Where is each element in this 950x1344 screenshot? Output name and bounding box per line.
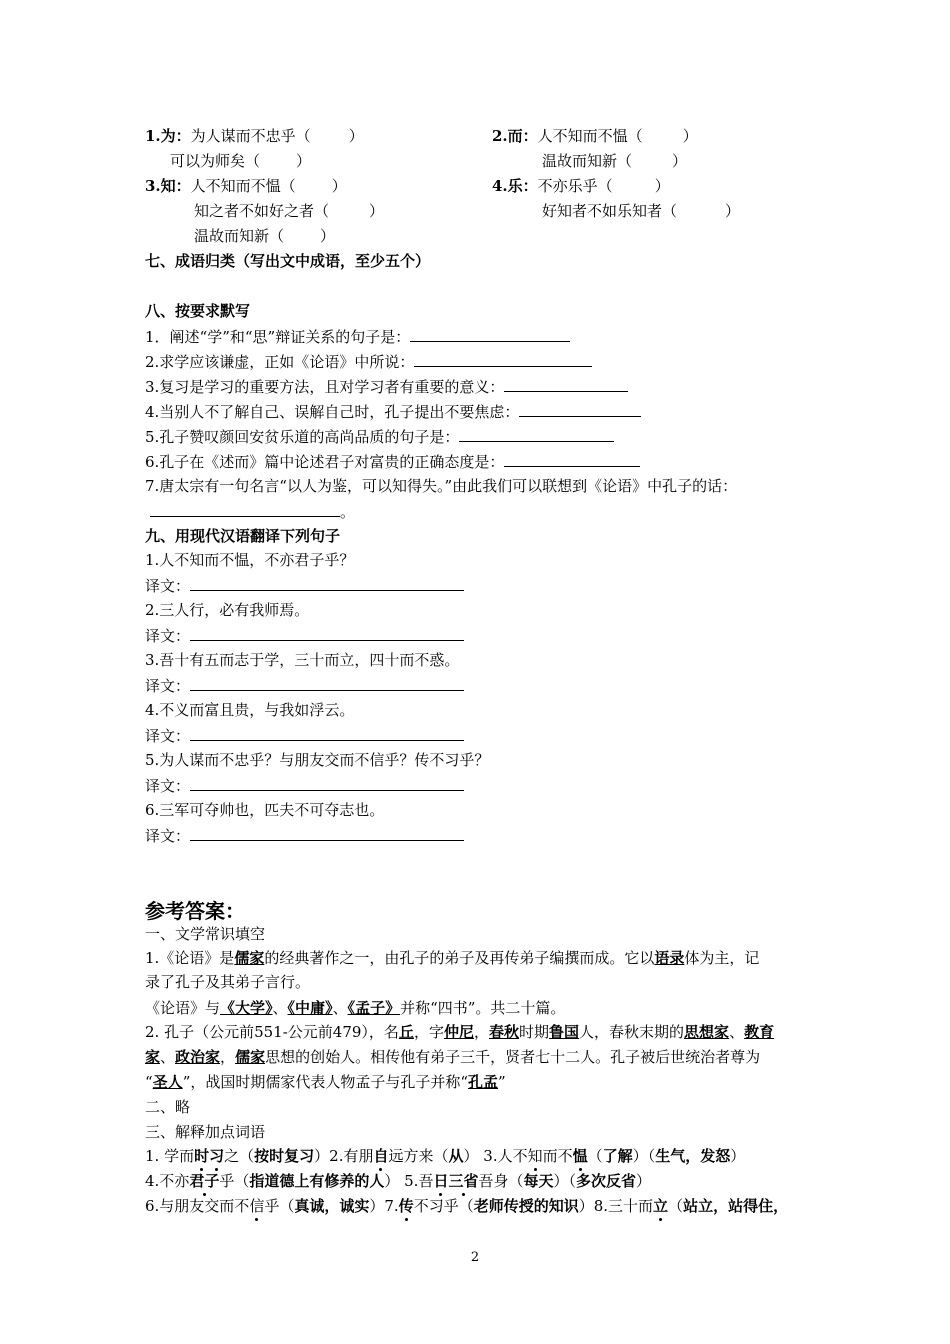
dictation-blank-1[interactable] [410, 326, 570, 342]
q3-text-c: 温故而知新（ [194, 227, 285, 245]
translate-label-5: 译文： [145, 777, 191, 795]
r3-t6: 不习乎（ [413, 1197, 474, 1215]
q2-close-b: ） [672, 152, 688, 170]
r1-t17: ） [730, 1147, 746, 1165]
q3-line-c [194, 226, 335, 246]
dictation-item-2 [145, 351, 592, 372]
answer-p2 [145, 998, 565, 1018]
a-p1-text-e: 体为主，记 [684, 949, 760, 967]
r2-ans-2: 每天 [523, 1172, 554, 1190]
r3-dot-li: 立 [653, 1197, 669, 1215]
dictation-item-7 [145, 476, 737, 496]
q1-close-b: ） [296, 152, 312, 170]
a-p3-sep-2: 、 [729, 1023, 745, 1041]
q3-line-a [145, 176, 347, 196]
a-p3-sep: ， [473, 1023, 489, 1041]
translate-blank-1[interactable] [190, 575, 464, 591]
answer-p5 [145, 1072, 506, 1092]
translate-answer-3 [145, 675, 464, 696]
q1-text-a: 为人谋而不忠乎（ [190, 127, 311, 145]
a-p5-quote-close: ” [498, 1073, 506, 1091]
dictation-item-7-cont [150, 501, 355, 522]
r1-dot-zhi: 知 [527, 1147, 543, 1165]
a-p3-thinker: 思想家 [684, 1023, 730, 1041]
q3-head: 3.知： [145, 177, 191, 195]
a-p3-text-g: 时期 [519, 1023, 550, 1041]
q3-text-a: 人不知而不愠（ [190, 177, 296, 195]
dictation-prompt-7: 7.唐太宗有一句名言“以人为鉴，可以知得失。”由此我们可以联想到《论语》中孔子的话： [145, 477, 738, 495]
q2-close-a: ） [682, 127, 698, 145]
q4-close-b: ） [725, 202, 741, 220]
a-p2-zhongyong: 《中庸》 [287, 999, 333, 1017]
dictation-item-3 [145, 376, 628, 397]
translate-label-6: 译文： [145, 827, 191, 845]
r2-ans-1: 指道德上有修养的人 [249, 1172, 385, 1190]
section9-title: 九、用现代汉语翻译下列句子 [145, 527, 341, 545]
a-p3-text-i: 人，春秋末期的 [579, 1023, 685, 1041]
translate-sentence-5: 5.为人谋而不忠乎？与朋友交而不信乎？传不习乎？ [145, 751, 490, 769]
q2-line-b [542, 151, 687, 171]
r2-t0: 4.不亦 [145, 1172, 190, 1190]
r3-ans-1: 真诚，诚实 [294, 1197, 370, 1215]
dictation-blank-7[interactable] [150, 501, 340, 517]
answer-p1-line2: 录了孔子及其弟子言行。 [145, 973, 311, 991]
a-p2-mengzi: 《孟子》 [347, 999, 401, 1017]
a-p5-quote-open: “ [145, 1073, 153, 1091]
r3-t2: 乎（ [264, 1197, 295, 1215]
q4-line-b [542, 201, 740, 221]
translate-answer-5 [145, 775, 464, 796]
q4-text-b: 好知者不如乐知者（ [542, 202, 678, 220]
answer-p1-line1 [145, 948, 759, 968]
r1-ans-4: 生气，发怒 [655, 1147, 731, 1165]
a-p4-confucian: 儒家 [235, 1048, 266, 1066]
a-p4-politician: 政治家 [175, 1048, 221, 1066]
q4-close-a: ） [654, 177, 670, 195]
r3-t4: ）7. [369, 1197, 399, 1215]
answers-s3-title: 三、解释加点词语 [145, 1123, 266, 1141]
answer-row-1 [145, 1146, 745, 1166]
r1-t11: 而不 [542, 1147, 573, 1165]
q2-line-a [492, 126, 698, 146]
a-p3-text-c: ，字 [413, 1023, 444, 1041]
r2-t2: 乎（ [219, 1172, 250, 1190]
dictation-blank-6[interactable] [504, 451, 640, 467]
translate-answer-1 [145, 575, 464, 596]
answer-p4 [145, 1047, 760, 1067]
dictation-item-4 [145, 401, 641, 422]
r3-t10: （ [668, 1197, 684, 1215]
r2-t11: ） [636, 1172, 652, 1190]
a-p2-text-a: 《论语》与 [145, 999, 221, 1017]
q3-text-b: 知之者不如好之者（ [194, 202, 330, 220]
a-p3-luguo: 鲁国 [549, 1023, 580, 1041]
translate-label-1: 译文： [145, 577, 191, 595]
r1-t0: 1. 学而 [145, 1147, 195, 1165]
translate-sentence-3: 3.吾十有五而志于学，三十而立，四十而不惑。 [145, 651, 460, 669]
answer-row-3 [145, 1196, 788, 1216]
translate-label-4: 译文： [145, 727, 191, 745]
a-p1-text-a: 1.《论语》是 [145, 949, 235, 967]
r3-t8: ）8.三十而 [578, 1197, 654, 1215]
q1-close-a: ） [348, 127, 364, 145]
translate-sentence-2: 2.三人行，必有我师焉。 [145, 601, 310, 619]
a-p1-text-c: 的经典著作之一，由孔子的弟子及再传弟子编撰而成。它以 [264, 949, 655, 967]
a-p3-qiu: 丘 [398, 1023, 414, 1041]
r1-t13: （ [587, 1147, 603, 1165]
a-p5-text-c: ”，战国时期儒家代表人物孟子与孔子并称“ [182, 1073, 469, 1091]
q3-close-a: ） [331, 177, 347, 195]
page-number: 2 [470, 1250, 480, 1265]
dictation-prompt-1: 1．阐述“学”和“思”辩证关系的句子是： [145, 328, 411, 346]
q3-line-b [194, 201, 384, 221]
q1-line-b [170, 151, 311, 171]
translate-label-2: 译文： [145, 627, 191, 645]
dictation-prompt-6: 6.孔子在《述而》篇中论述君子对富贵的正确态度是： [145, 453, 505, 471]
a-p2-sep-1: 、 [272, 999, 288, 1017]
answers-s2-title: 二、略 [145, 1098, 191, 1116]
q2-text-a: 人不知而不愠（ [537, 127, 643, 145]
q4-line-a [492, 176, 670, 196]
dictation-end-mark: 。 [340, 503, 356, 521]
r1-ans-2: 从 [448, 1147, 464, 1165]
r1-ans-1: 按时复习 [254, 1147, 315, 1165]
translate-answer-6 [145, 825, 464, 846]
q4-head: 4.乐： [492, 177, 538, 195]
translate-answer-4 [145, 725, 464, 746]
translate-blank-4[interactable] [190, 725, 464, 741]
dictation-blank-3[interactable] [504, 376, 628, 392]
r2-dot-junzi: 君子 [189, 1172, 220, 1190]
r2-t9: ）（ [553, 1172, 577, 1190]
r3-dot-xin: 信 [249, 1197, 265, 1215]
answer-p3 [145, 1022, 774, 1042]
a-p1-confucianism: 儒家 [234, 949, 265, 967]
q1-head: 1.为： [145, 127, 191, 145]
r2-ans-3: 多次反省 [576, 1172, 637, 1190]
r3-ans-2: 老师传授的知识 [473, 1197, 579, 1215]
answer-row-2 [145, 1171, 651, 1191]
a-p3-text-a: 2. 孔子（公元前551-公元前479），名 [145, 1023, 399, 1041]
dictation-prompt-2: 2.求学应该谦虚，正如《论语》中所说： [145, 353, 415, 371]
translate-sentence-6: 6.三军可夺帅也，匹夫不可夺志也。 [145, 801, 385, 819]
a-p3-educator-start: 教育 [744, 1023, 775, 1041]
a-p4-text-f: 思想的创始人。相传他有弟子三千，贤者七十二人。孔子被后世统治者尊为 [265, 1048, 761, 1066]
a-p2-daxue: 《大学》 [220, 999, 273, 1017]
a-p2-text-g: 并称“四书”。共二十篇。 [400, 999, 566, 1017]
r1-t7: 远方来（ [388, 1147, 449, 1165]
r1-ans-3: 了解 [602, 1147, 633, 1165]
answers-s1-title: 一、文学常识填空 [145, 925, 266, 943]
answers-title: 参考答案： [145, 899, 245, 923]
a-p4-educator-end: 家 [145, 1048, 161, 1066]
translate-answer-2 [145, 625, 464, 646]
dictation-prompt-3: 3.复习是学习的重要方法，且对学习者有重要的意义： [145, 378, 505, 396]
dictation-prompt-5: 5.孔子赞叹颜回安贫乐道的高尚品质的句子是： [145, 428, 460, 446]
translate-label-3: 译文： [145, 677, 191, 695]
r1-dot-xi: 习 [209, 1147, 225, 1165]
dictation-item-5 [145, 426, 614, 447]
q3-close-c: ） [320, 227, 336, 245]
a-p3-zhongni: 仲尼 [443, 1023, 474, 1041]
r1-dot-shi: 时 [194, 1147, 210, 1165]
r2-dot-ri: 日 [433, 1172, 449, 1190]
section8-title: 八、按要求默写 [145, 302, 251, 320]
a-p1-yulu: 语录 [654, 949, 685, 967]
translate-blank-2[interactable] [190, 625, 464, 641]
section7-title: 七、成语归类（写出文中成语，至少五个） [145, 252, 431, 270]
dictation-item-6 [145, 451, 640, 472]
r3-dot-chuan: 传 [398, 1197, 414, 1215]
translate-blank-3[interactable] [190, 675, 464, 691]
r1-dot-yun: 愠 [572, 1147, 588, 1165]
a-p5-sage: 圣人 [152, 1073, 183, 1091]
translate-blank-6[interactable] [190, 825, 464, 841]
dictation-blank-5[interactable] [459, 426, 614, 442]
q4-text-a: 不亦乐乎（ [537, 177, 613, 195]
r1-t9: ） 3.人不 [463, 1147, 528, 1165]
r3-ans-3: 站立，站得住， [683, 1197, 789, 1215]
r2-t7: 吾身（ [478, 1172, 524, 1190]
dictation-blank-2[interactable] [414, 351, 592, 367]
a-p4-sep: 、 [160, 1048, 176, 1066]
q2-text-b: 温故而知新（ [542, 152, 633, 170]
dictation-prompt-4: 4.当别人不了解自己、误解自己时，孔子提出不要焦虑： [145, 403, 520, 421]
r1-t5: ）2.有朋 [314, 1147, 374, 1165]
q2-head: 2.而： [492, 127, 538, 145]
r1-t3: 之（ [224, 1147, 255, 1165]
r2-dot-sanxing: 三省 [448, 1172, 479, 1190]
translate-sentence-1: 1.人不知而不愠，不亦君子乎？ [145, 551, 355, 569]
a-p3-chunqiu: 春秋 [488, 1023, 519, 1041]
a-p5-kongmeng: 孔孟 [468, 1073, 499, 1091]
a-p2-sep-2: 、 [332, 999, 348, 1017]
q3-close-b: ） [369, 202, 385, 220]
q1-line-a [145, 126, 364, 146]
dictation-blank-4[interactable] [519, 401, 641, 417]
r2-t4: ） 5.吾 [384, 1172, 434, 1190]
q1-text-b: 可以为师矣（ [170, 152, 261, 170]
translate-blank-5[interactable] [190, 775, 464, 791]
r1-t15: ）（ [632, 1147, 656, 1165]
dictation-item-1 [145, 326, 570, 347]
r1-dot-zi: 自 [373, 1147, 389, 1165]
r3-t0: 6.与朋友交而不 [145, 1197, 250, 1215]
a-p4-sep-2: ， [220, 1048, 236, 1066]
translate-sentence-4: 4.不义而富且贵，与我如浮云。 [145, 701, 355, 719]
